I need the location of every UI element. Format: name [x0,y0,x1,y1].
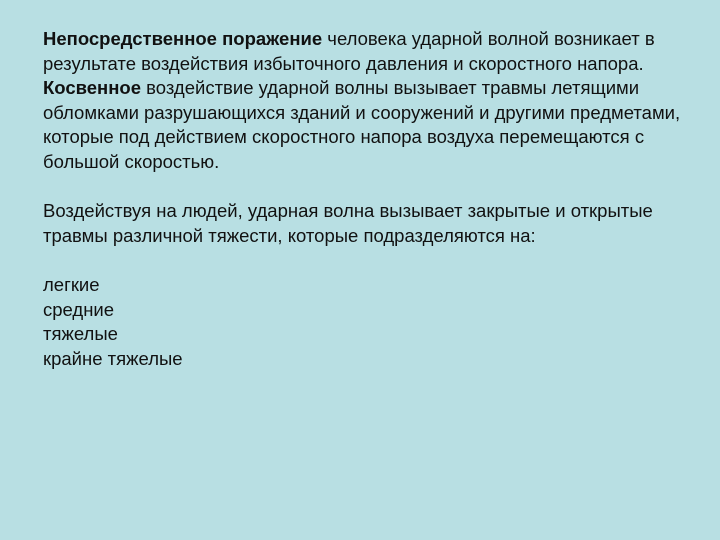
severity-item-severe: тяжелые [43,323,118,345]
severity-item-moderate: средние [43,298,115,320]
paragraph-indirect-damage [43,76,693,174]
severity-list [43,273,693,371]
severity-item-extreme: крайне тяжелые [43,347,183,369]
spacer [43,248,693,273]
term-direct-damage: Непосредственное поражение [43,28,323,49]
term-indirect-damage: Косвенное [43,77,141,99]
severity-item-light: легкие [43,273,100,295]
slide-content [43,27,693,371]
spacer [43,175,693,200]
text-indirect-damage: воздействие ударной волны вызывает травмы летящими обломками разрушающихся зданий и сооружений и другими предметами, которые под действием скоростного напора воздуха перемещаются с большой скоростью. [43,77,681,172]
text-direct-damage: человека ударной волной возникает в результате воздействия избыточного давления и скоростного напора. [43,28,655,74]
paragraph-direct-damage [43,27,693,76]
paragraph-injury-types: Воздействуя на людей, ударная волна вызывает закрытые и открытые травмы различной тяжести, которые подразделяются на: [43,200,653,246]
